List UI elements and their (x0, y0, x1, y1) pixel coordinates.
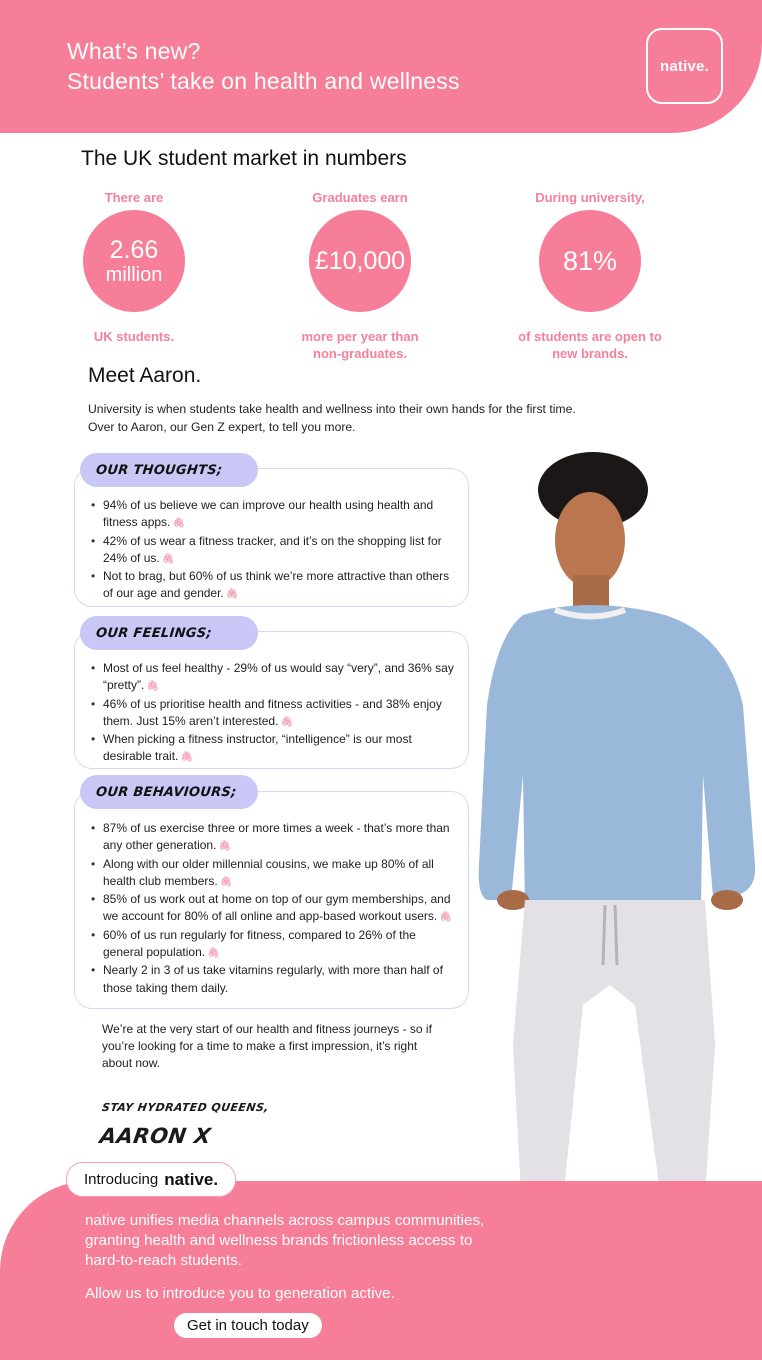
paperclip-icon[interactable]: 🖇 (161, 553, 175, 565)
stat-pre-text: Graduates earn (312, 190, 408, 205)
paperclip-icon[interactable]: 🖇 (225, 589, 239, 601)
list-item: • 60% of us run regularly for fitness, compared to 26% of the general population. 🖇 (89, 927, 456, 963)
stat-value: £10,000 (314, 247, 406, 275)
sweatshirt (479, 605, 755, 915)
feelings-list (89, 660, 456, 767)
meet-aaron-intro (88, 401, 648, 436)
list-item: • 94% of us believe we can improve our health using health and fitness apps. 🖇 (89, 497, 456, 533)
paperclip-icon[interactable]: 🖇 (207, 948, 220, 960)
introducing-native-pill (66, 1162, 236, 1197)
paperclip-icon[interactable]: 🖇 (180, 752, 194, 764)
footer-cta-text: Allow us to introduce you to generation active. (85, 1285, 395, 1302)
thoughts-list (89, 497, 456, 604)
intro-line: Over to Aaron, our Gen Z expert, to tell you more. (88, 419, 356, 434)
header-subtitle: What’s new? (67, 38, 201, 64)
stat-value: 2.66 (109, 236, 159, 264)
feelings-tab-label: OUR FEELINGS; (95, 625, 213, 641)
get-in-touch-button[interactable]: Get in touch today (174, 1313, 322, 1338)
logo-text: native. (660, 57, 709, 75)
behaviours-tab (80, 775, 258, 809)
list-item: • Not to brag, but 60% of us think we’re more attractive than others of our age and gender. 🖇 (89, 568, 456, 604)
closing-text: We’re at the very start of our health and fitness journeys - so if you’re looking for a time to make a first impression, it’s right about now. (102, 1022, 432, 1070)
stat-pre-text: During university, (535, 190, 645, 205)
stat-post-text: more per year than non-graduates. (301, 329, 419, 361)
stat-unit: million (105, 264, 163, 286)
thoughts-tab (80, 453, 258, 487)
header-title: Students’ take on health and wellness (67, 68, 460, 94)
numbers-section-title: The UK student market in numbers (81, 147, 407, 170)
stat-graduate-earnings (260, 188, 460, 362)
intro-brand: native. (164, 1169, 219, 1189)
header-banner (0, 0, 762, 133)
list-item: • Nearly 2 in 3 of us take vitamins regularly, with more than half of those taking them daily. (89, 962, 456, 997)
stat-value: 81% (562, 246, 618, 276)
thoughts-tab-label: OUR THOUGHTS; (95, 462, 224, 478)
intro-label: Introducing (84, 1171, 159, 1188)
stat-open-to-brands (490, 188, 690, 362)
list-item: • 46% of us prioritise health and fitness activities - and 38% enjoy them. Just 15% aren’t interested. 🖇 (89, 696, 456, 732)
paperclip-icon[interactable]: 🖇 (218, 841, 232, 853)
paperclip-icon[interactable]: 🖇 (280, 716, 294, 728)
list-item: • 85% of us work out at home on top of our gym memberships, and we account for 80% of all online and app-based workout users. 🖇 (89, 891, 456, 927)
behaviours-tab-label: OUR BEHAVIOURS; (95, 784, 238, 800)
stat-circle (539, 210, 641, 312)
native-logo[interactable] (646, 28, 723, 104)
list-item: • When picking a fitness instructor, “intelligence” is our most desirable trait. 🖇 (89, 731, 456, 767)
stat-circle (83, 210, 185, 312)
feelings-card (74, 631, 469, 769)
signoff-line: STAY HYDRATED QUEENS, (101, 1101, 270, 1114)
list-item: • Along with our older millennial cousins, we make up 80% of all health club members. 🖇 (89, 856, 456, 892)
stat-students (34, 188, 234, 345)
list-item: • 42% of us wear a fitness tracker, and it’s on the shopping list for 24% of us. 🖇 (89, 533, 456, 569)
stat-post-text: UK students. (93, 329, 175, 344)
feelings-tab (80, 616, 258, 650)
stat-circle (309, 210, 411, 312)
face (555, 492, 625, 588)
paperclip-icon[interactable]: 🖇 (219, 876, 233, 888)
list-item: • Most of us feel healthy - 29% of us would say “very”, and 36% say “pretty”. 🖇 (89, 660, 456, 696)
behaviours-card (74, 791, 469, 1009)
intro-line: University is when students take health and wellness into their own hands for the first time. (88, 402, 576, 416)
behaviours-list (89, 820, 456, 997)
signature: AARON X (98, 1124, 213, 1148)
meet-aaron-title: Meet Aaron. (88, 364, 202, 387)
list-item: • 87% of us exercise three or more times a week - that’s more than any other generation. 🖇 (89, 820, 456, 856)
thoughts-card (74, 468, 469, 607)
paperclip-icon[interactable]: 🖇 (439, 912, 452, 924)
paperclip-icon[interactable]: 🖇 (146, 681, 160, 693)
stat-post-text: of students are open to new brands. (518, 329, 662, 361)
footer-description: native unifies media channels across campus communities, granting health and wellness brands frictionless access to hard-to-reach students. (85, 1212, 485, 1269)
paperclip-icon[interactable]: 🖇 (172, 518, 186, 530)
stat-pre-text: There are (104, 190, 164, 205)
